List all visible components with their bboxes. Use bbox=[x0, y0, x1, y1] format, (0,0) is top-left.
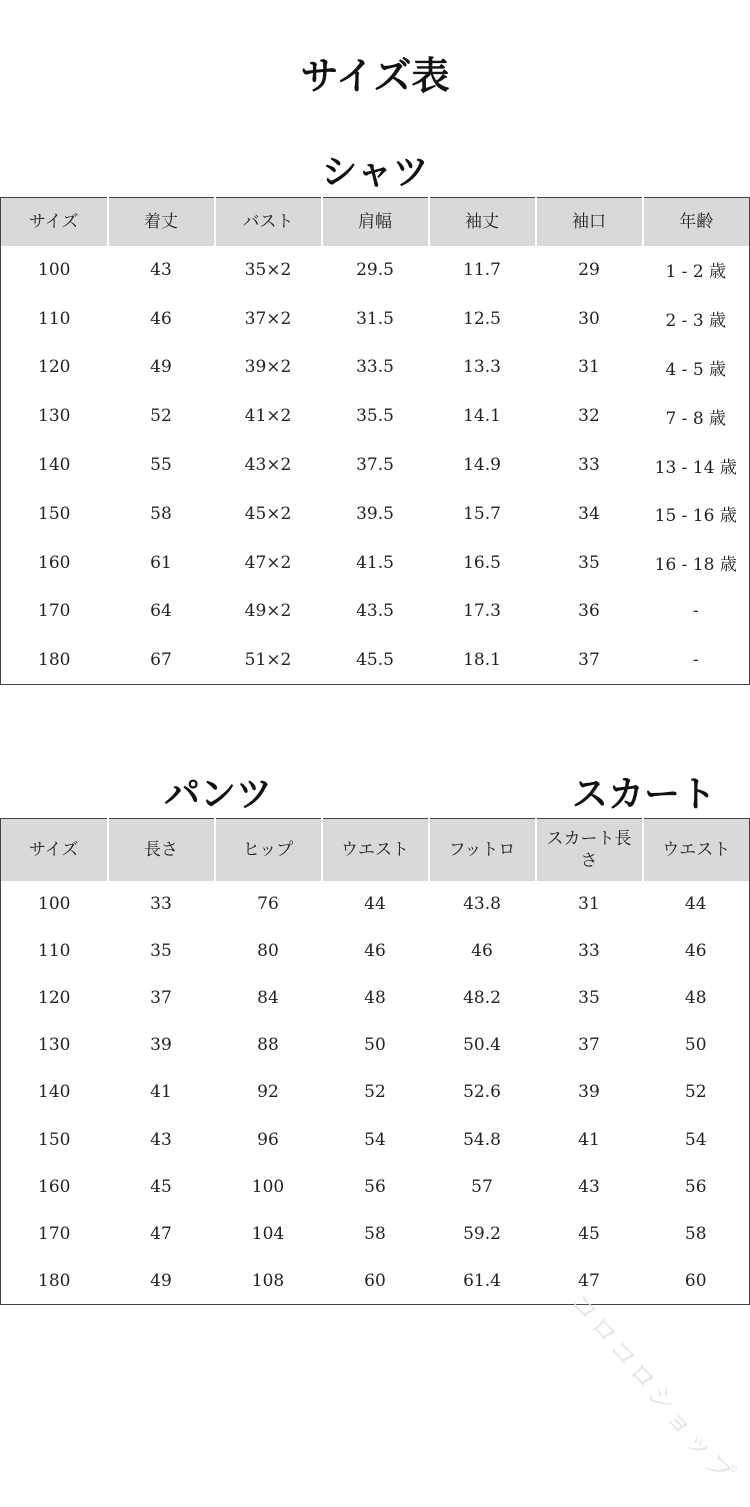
table-cell: 50.4 bbox=[463, 1035, 501, 1056]
table-cell: 41 bbox=[578, 1129, 600, 1150]
table-cell: 39 bbox=[150, 1035, 172, 1056]
table-cell: 170 bbox=[38, 601, 71, 622]
table-cell: 39 bbox=[578, 1082, 600, 1103]
table-cell: 61.4 bbox=[463, 1270, 501, 1291]
table-cell: 100 bbox=[251, 1176, 285, 1197]
table-cell: 49×2 bbox=[244, 601, 292, 622]
table-cell: 84 bbox=[257, 988, 279, 1009]
page-title: サイズ表 bbox=[300, 54, 450, 98]
column-header: フットロ bbox=[429, 819, 536, 881]
table-cell: 61 bbox=[150, 552, 172, 573]
table-cell: 160 bbox=[38, 1176, 71, 1197]
table-cell: 120 bbox=[38, 357, 71, 378]
table-row bbox=[1, 636, 750, 685]
table-cell: 100 bbox=[38, 259, 71, 280]
table-cell: 60 bbox=[364, 1270, 386, 1291]
table-cell: 31 bbox=[578, 894, 600, 915]
table-cell: 56 bbox=[364, 1176, 386, 1197]
table-cell: 48 bbox=[364, 988, 386, 1009]
shirts-table-body bbox=[1, 246, 750, 685]
table-cell: 100 bbox=[38, 894, 71, 915]
table-cell: - bbox=[692, 650, 699, 671]
table-cell: 51×2 bbox=[244, 650, 292, 671]
skirt-heading: スカート bbox=[572, 773, 717, 815]
table-cell: 110 bbox=[38, 308, 71, 329]
table-cell: 52.6 bbox=[463, 1082, 501, 1103]
table-cell: 130 bbox=[38, 1035, 71, 1056]
table-cell: 140 bbox=[38, 455, 71, 476]
column-header: 長さ bbox=[108, 819, 215, 881]
table-cell: 88 bbox=[257, 1035, 279, 1056]
table-cell: 43.5 bbox=[356, 601, 394, 622]
table-cell: 41.5 bbox=[356, 552, 394, 573]
table-row bbox=[1, 881, 750, 928]
table-row bbox=[1, 975, 750, 1022]
table-cell: 37.5 bbox=[356, 455, 394, 476]
table-cell: 33.5 bbox=[356, 357, 394, 378]
table-cell: 64 bbox=[150, 601, 172, 622]
table-cell: 39×2 bbox=[244, 357, 292, 378]
table-cell: 49 bbox=[150, 1270, 172, 1291]
table-cell: 48.2 bbox=[463, 988, 501, 1009]
table-cell: 37 bbox=[578, 650, 600, 671]
table-cell: 46 bbox=[150, 308, 172, 329]
table-cell: 92 bbox=[257, 1082, 279, 1103]
shirts-size-table bbox=[0, 197, 750, 685]
table-cell: 150 bbox=[38, 503, 71, 524]
table-cell: 104 bbox=[251, 1223, 285, 1244]
table-cell: 33 bbox=[578, 455, 600, 476]
table-cell: 7 - 8 歳 bbox=[665, 408, 727, 429]
table-header-row bbox=[1, 198, 750, 246]
table-row bbox=[1, 928, 750, 975]
table-cell: 16.5 bbox=[463, 552, 501, 573]
table-cell: 50 bbox=[684, 1035, 707, 1056]
table-cell: 80 bbox=[257, 941, 279, 962]
table-cell: 52 bbox=[684, 1082, 707, 1103]
table-header-row bbox=[1, 819, 750, 881]
table-cell: 13.3 bbox=[463, 357, 501, 378]
column-header: ヒップ bbox=[215, 819, 322, 881]
column-header: ウエスト bbox=[322, 819, 429, 881]
table-row bbox=[1, 441, 750, 490]
table-cell: 46 bbox=[364, 941, 386, 962]
table-cell: 43 bbox=[150, 1129, 172, 1150]
shop-watermark: コロコロショップ bbox=[562, 1285, 742, 1491]
table-cell: 15 - 16 歳 bbox=[654, 506, 737, 527]
table-cell: 49 bbox=[150, 357, 172, 378]
table-cell: 14.9 bbox=[463, 455, 501, 476]
table-row bbox=[1, 1069, 750, 1116]
table-cell: 33 bbox=[150, 894, 172, 915]
table-row bbox=[1, 1163, 750, 1210]
table-cell: 120 bbox=[38, 988, 71, 1009]
table-cell: 32 bbox=[578, 406, 600, 427]
column-header: 着丈 bbox=[108, 198, 215, 246]
table-row bbox=[1, 1116, 750, 1163]
table-row bbox=[1, 1210, 750, 1257]
table-cell: 13 - 14 歳 bbox=[654, 457, 737, 478]
table-cell: 44 bbox=[684, 894, 707, 915]
table-row bbox=[1, 1022, 750, 1069]
table-cell: 58 bbox=[150, 503, 172, 524]
table-cell: 47 bbox=[150, 1223, 172, 1244]
table-cell: 56 bbox=[684, 1176, 707, 1197]
table-cell: 2 - 3 歳 bbox=[665, 311, 727, 332]
table-cell: 140 bbox=[38, 1082, 71, 1103]
table-cell: 34 bbox=[578, 503, 600, 524]
table-cell: 58 bbox=[364, 1223, 386, 1244]
table-cell: 57 bbox=[471, 1176, 493, 1197]
table-row bbox=[1, 538, 750, 587]
table-cell: 58 bbox=[684, 1223, 707, 1244]
table-cell: 180 bbox=[38, 1270, 71, 1291]
table-cell: 108 bbox=[251, 1270, 285, 1291]
table-cell: 170 bbox=[38, 1223, 71, 1244]
table-cell: 35 bbox=[578, 552, 600, 573]
table-cell: 96 bbox=[257, 1129, 279, 1150]
table-cell: 30 bbox=[578, 308, 600, 329]
table-cell: 29 bbox=[578, 259, 600, 280]
table-cell: 43.8 bbox=[463, 894, 501, 915]
table-cell: 41 bbox=[150, 1082, 172, 1103]
column-header: スカート長さ bbox=[536, 819, 643, 881]
table-row bbox=[1, 246, 750, 295]
table-cell: 43 bbox=[150, 259, 172, 280]
table-cell: 43×2 bbox=[244, 455, 292, 476]
column-header: サイズ bbox=[1, 198, 108, 246]
table-row bbox=[1, 1257, 750, 1304]
table-cell: 18.1 bbox=[463, 650, 501, 671]
table-cell: 12.5 bbox=[463, 308, 501, 329]
table-cell: 48 bbox=[684, 988, 707, 1009]
table-cell: 50 bbox=[364, 1035, 386, 1056]
table-cell: 36 bbox=[578, 601, 600, 622]
table-cell: 41×2 bbox=[244, 406, 292, 427]
table-row bbox=[1, 489, 750, 538]
column-header: 袖丈 bbox=[429, 198, 536, 246]
table-cell: 52 bbox=[150, 406, 172, 427]
column-header: ウエスト bbox=[643, 819, 750, 881]
table-cell: 54 bbox=[684, 1129, 707, 1150]
table-cell: - bbox=[692, 601, 699, 622]
table-cell: 60 bbox=[684, 1270, 707, 1291]
table-cell: 35 bbox=[150, 941, 172, 962]
table-cell: 54.8 bbox=[463, 1129, 501, 1150]
table-cell: 37 bbox=[578, 1035, 600, 1056]
table-cell: 47×2 bbox=[244, 552, 292, 573]
column-header: 袖口 bbox=[536, 198, 643, 246]
table-cell: 31.5 bbox=[356, 308, 394, 329]
table-row bbox=[1, 392, 750, 441]
table-cell: 150 bbox=[38, 1129, 71, 1150]
table-cell: 45×2 bbox=[244, 503, 292, 524]
pants-skirt-size-table bbox=[0, 818, 750, 1305]
column-header: 肩幅 bbox=[322, 198, 429, 246]
pants-heading: パンツ bbox=[164, 773, 273, 815]
table-cell: 59.2 bbox=[463, 1223, 501, 1244]
table-row bbox=[1, 587, 750, 636]
table-cell: 37×2 bbox=[244, 308, 292, 329]
table-row bbox=[1, 343, 750, 392]
table-cell: 54 bbox=[364, 1129, 386, 1150]
table-cell: 33 bbox=[578, 941, 600, 962]
table-cell: 37 bbox=[150, 988, 172, 1009]
table-cell: 52 bbox=[364, 1082, 386, 1103]
table-cell: 39.5 bbox=[356, 503, 394, 524]
table-cell: 46 bbox=[684, 941, 707, 962]
table-cell: 4 - 5 歳 bbox=[665, 359, 727, 380]
table-cell: 55 bbox=[150, 455, 172, 476]
table-cell: 29.5 bbox=[356, 259, 394, 280]
table-cell: 15.7 bbox=[463, 503, 501, 524]
shirts-heading: シャツ bbox=[321, 151, 429, 193]
table-cell: 31 bbox=[578, 357, 600, 378]
table-cell: 45 bbox=[578, 1223, 600, 1244]
table-cell: 110 bbox=[38, 941, 71, 962]
table-cell: 43 bbox=[578, 1176, 600, 1197]
table-cell: 180 bbox=[38, 650, 71, 671]
table-cell: 35.5 bbox=[356, 406, 394, 427]
table-cell: 44 bbox=[364, 894, 386, 915]
table-cell: 67 bbox=[150, 650, 172, 671]
table-cell: 1 - 2 歳 bbox=[665, 262, 727, 283]
table-cell: 11.7 bbox=[463, 259, 501, 280]
column-header: サイズ bbox=[1, 819, 108, 881]
table-cell: 35×2 bbox=[244, 259, 292, 280]
table-cell: 17.3 bbox=[463, 601, 501, 622]
table-cell: 46 bbox=[471, 941, 493, 962]
table-cell: 76 bbox=[257, 894, 279, 915]
table-row bbox=[1, 294, 750, 343]
table-cell: 45 bbox=[150, 1176, 172, 1197]
table-cell: 130 bbox=[38, 406, 71, 427]
table-cell: 47 bbox=[578, 1270, 600, 1291]
table-cell: 35 bbox=[578, 988, 600, 1009]
table-cell: 45.5 bbox=[356, 650, 394, 671]
pants-skirt-table-body bbox=[1, 881, 750, 1305]
table-cell: 14.1 bbox=[463, 406, 501, 427]
column-header: 年齢 bbox=[643, 198, 750, 246]
table-cell: 160 bbox=[38, 552, 71, 573]
column-header: バスト bbox=[215, 198, 322, 246]
table-cell: 16 - 18 歳 bbox=[654, 555, 737, 576]
